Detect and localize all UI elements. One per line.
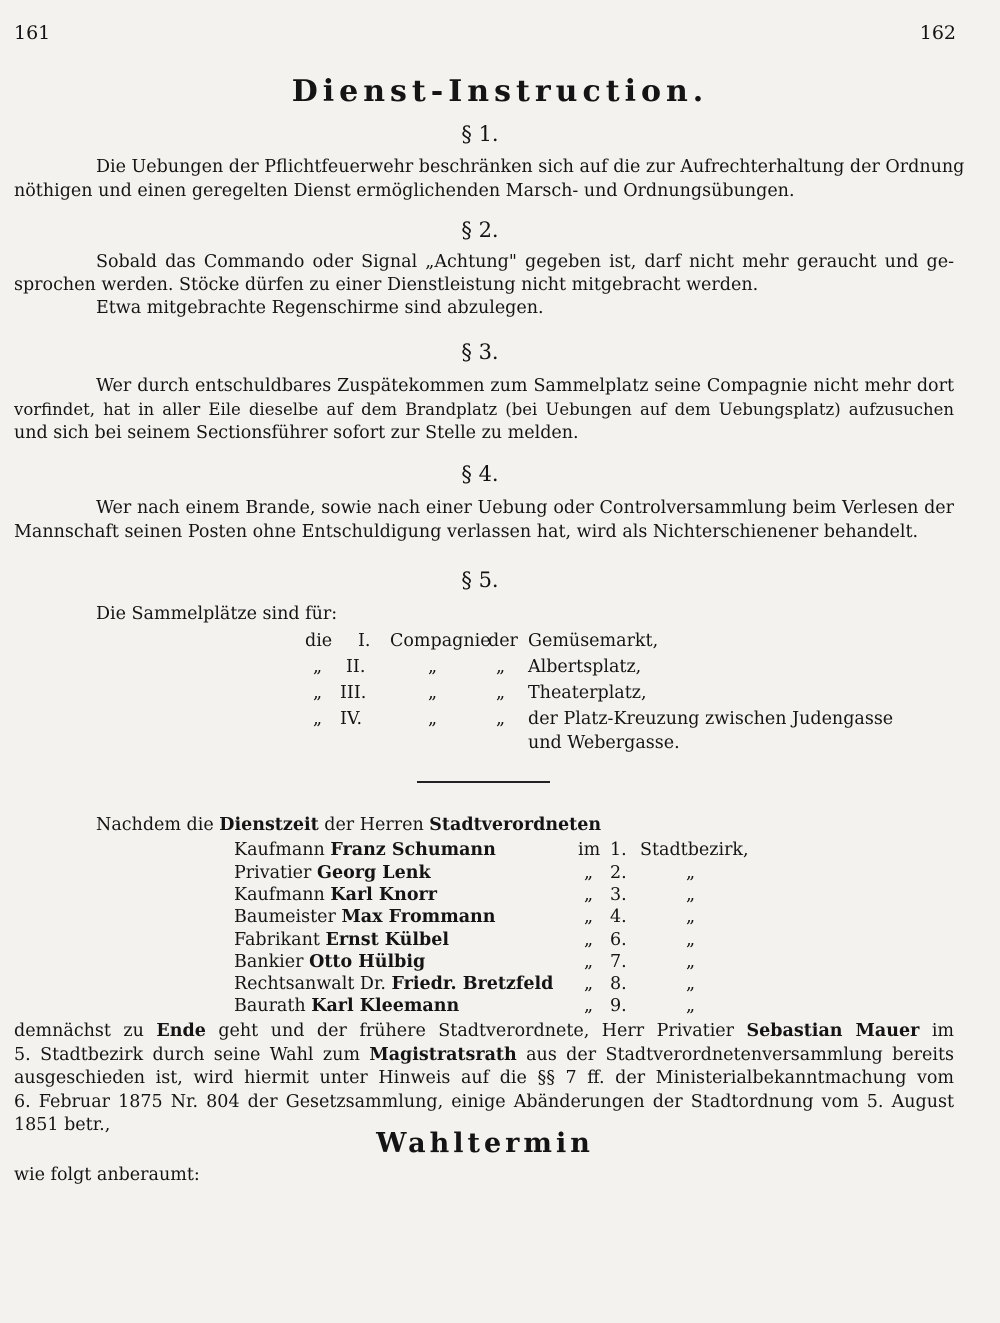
closing-line-3: ausgeschieden ist, wird hiermit unter Hinweis auf die §§ 7 ff. der Ministerialbekanntmachung vom xyxy=(14,1068,954,1088)
member-name: Georg Lenk xyxy=(317,863,431,883)
section-2-line-1: Sobald das Commando oder Signal „Achtung" gegeben ist, darf nicht mehr geraucht und ge- xyxy=(96,252,954,272)
member-district-number: 8. xyxy=(610,974,627,994)
member-district-prefix: „ xyxy=(584,952,594,972)
intro-line: Nachdem die Dienstzeit der Herren Stadtverordneten xyxy=(96,815,602,835)
section-3-line-1: Wer durch entschuldbares Zuspätekommen zum Sammelplatz seine Compagnie nicht mehr dort xyxy=(96,376,954,396)
member-district-suffix: „ xyxy=(686,885,696,905)
member-district-suffix: Stadtbezirk, xyxy=(640,840,749,860)
assembly-continuation: und Webergasse. xyxy=(528,733,680,753)
member-title: Rechtsanwalt Dr. xyxy=(234,974,386,994)
member-name: Karl Knorr xyxy=(330,885,437,905)
closing-line-5: 1851 betr., xyxy=(14,1115,111,1135)
wahltermin-heading: Wahltermin xyxy=(376,1128,594,1159)
member-district-prefix: „ xyxy=(584,885,594,905)
member-district-prefix: „ xyxy=(584,974,594,994)
member-district-prefix: „ xyxy=(584,930,594,950)
member-district-number: 4. xyxy=(610,907,627,927)
section-5-heading: § 5. xyxy=(461,568,499,592)
member-title-name xyxy=(234,840,496,860)
member-name: Ernst Külbel xyxy=(325,930,450,950)
member-district-suffix: „ xyxy=(686,952,696,972)
member-title-name xyxy=(234,974,553,994)
member-title: Privatier xyxy=(234,863,312,883)
section-1-line-2: nöthigen und einen geregelten Dienst ermöglichenden Marsch- und Ordnungsübungen. xyxy=(14,181,795,201)
member-district-number: 1. xyxy=(610,840,627,860)
section-3-line-3: und sich bei seinem Sectionsführer sofort zur Stelle zu melden. xyxy=(14,423,579,443)
document-page: 161 162 Dienst-Instruction. § 1. Die Uebungen der Pflichtfeuerwehr beschränken sich auf die zur Aufrechterhaltung der Ordnung nöthigen und einen geregelten Dienst ermöglichenden Marsch- und Ordnungsübungen. § 2. Sobald das Commando oder Signal „Achtung" gegeben ist, darf nicht mehr geraucht und ge- sprochen werden. Stöcke dürfen zu einer Dienstleistung nicht mitgebracht werden. Etwa mitgebrachte Regenschirme sind abzulegen. § 3. Wer durch entschuldbares Zuspätekommen zum Sammelplatz seine Compagnie nicht mehr dort vorfindet, hat in aller Eile dieselbe auf dem Brandplatz (bei Uebungen auf dem Uebungsplatz) aufzusuchen und sich bei seinem Sectionsführer sofort zur Stelle zu melden. § 4. Wer nach einem Brande, sowie nach einer Uebung oder Controlversammlung beim Verlesen der Mannschaft seinen Posten ohne Entschuldigung verlassen hat, wird als Nichterschienener behandelt. § 5. Die Sammelplätze sind für: die I. Compagnie der Gemüsemarkt, „ II. „ „ Albertsplatz, „ III. „ „ Theaterplatz, „ IV. „ „ der Platz-Kreuzung zwischen Judengasse und Webergasse. Nachdem die Dienstzeit der Herren Stadtverordneten Kaufmann Franz Schumann im 1. Stadtbezirk, Privatier Georg Lenk „ 2. „ Kaufmann Karl Knorr „ 3. „ Baumeister Max Frommann „ 4. „ Fabrikant Ernst Külbel „ 6. „ Bankier Otto Hülbig „ 7. „ Rechtsanwalt Dr. Friedr. Bretzfeld „ 8. „ Baurath Karl Kleemann „ 9. „ demnächst zu Ende geht und der frühere Stadtverordnete, Herr Privatier Sebastian Mauer im 5. Stadtbezirk durch seine Wahl zum Magistratsrath aus der Stadtverordnetenversammlung bereits ausgeschieden ist, wird hiermit unter Hinweis auf die §§ 7 ff. der Ministerialbekanntmachung vom 6. Februar 1875 Nr. 804 der Gesetzsammlung, einige Abänderungen der Stadtordnung vom 5. August 1851 betr., Wahltermin wie folgt anberaumt: xyxy=(0,0,1000,1323)
member-district-number: 3. xyxy=(610,885,627,905)
section-1-heading: § 1. xyxy=(461,122,499,146)
member-district-number: 9. xyxy=(610,996,627,1016)
member-district-suffix: „ xyxy=(686,930,696,950)
member-title-name xyxy=(234,930,449,950)
section-divider xyxy=(417,781,550,783)
member-district-suffix: „ xyxy=(686,907,696,927)
page-number-right: 162 xyxy=(919,22,956,44)
section-4-heading: § 4. xyxy=(461,462,499,486)
member-district-prefix: im xyxy=(578,840,601,860)
member-name: Otto Hülbig xyxy=(309,952,426,972)
member-district-number: 7. xyxy=(610,952,627,972)
member-name: Karl Kleemann xyxy=(311,996,460,1016)
section-4-line-1: Wer nach einem Brande, sowie nach einer Uebung oder Controlversammlung beim Verlesen der xyxy=(96,498,954,518)
closing-line-2: 5. Stadtbezirk durch seine Wahl zum Magistratsrath aus der Stadtverordnetenversammlung bereits xyxy=(14,1045,954,1065)
member-title-name xyxy=(234,863,431,883)
member-district-prefix: „ xyxy=(584,996,594,1016)
document-title: Dienst-Instruction. xyxy=(291,74,709,109)
section-3-line-2: vorfindet, hat in aller Eile dieselbe auf dem Brandplatz (bei Uebungen auf dem Uebungsplatz) aufzusuchen xyxy=(14,400,954,419)
member-title: Baurath xyxy=(234,996,306,1016)
section-4-line-2: Mannschaft seinen Posten ohne Entschuldigung verlassen hat, wird als Nichterschienener behandelt. xyxy=(14,522,919,542)
section-3-heading: § 3. xyxy=(461,340,499,364)
member-name: Franz Schumann xyxy=(330,840,496,860)
section-5-line-1: Die Sammelplätze sind für: xyxy=(96,604,338,624)
closing-line-4: 6. Februar 1875 Nr. 804 der Gesetzsammlung, einige Abänderungen der Stadtordnung vom 5. August xyxy=(14,1092,954,1112)
page-number-left: 161 xyxy=(14,22,51,44)
member-title-name xyxy=(234,907,496,927)
section-2-line-3: Etwa mitgebrachte Regenschirme sind abzulegen. xyxy=(96,298,544,318)
member-district-suffix: „ xyxy=(686,996,696,1016)
section-1-line-1: Die Uebungen der Pflichtfeuerwehr beschränken sich auf die zur Aufrechterhaltung der Ordnung xyxy=(96,157,965,177)
member-title: Baumeister xyxy=(234,907,336,927)
member-district-suffix: „ xyxy=(686,974,696,994)
member-title-name xyxy=(234,996,459,1016)
member-district-number: 6. xyxy=(610,930,627,950)
member-district-prefix: „ xyxy=(584,907,594,927)
member-title-name xyxy=(234,952,425,972)
section-2-heading: § 2. xyxy=(461,218,499,242)
section-2-line-2: sprochen werden. Stöcke dürfen zu einer Dienstleistung nicht mitgebracht werden. xyxy=(14,275,759,295)
member-district-prefix: „ xyxy=(584,863,594,883)
member-title: Kaufmann xyxy=(234,840,325,860)
member-title: Fabrikant xyxy=(234,930,320,950)
member-title: Kaufmann xyxy=(234,885,325,905)
member-name: Friedr. Bretzfeld xyxy=(391,974,554,994)
member-name: Max Frommann xyxy=(341,907,496,927)
member-district-suffix: „ xyxy=(686,863,696,883)
final-line: wie folgt anberaumt: xyxy=(14,1165,200,1185)
member-district-number: 2. xyxy=(610,863,627,883)
member-title-name xyxy=(234,885,437,905)
closing-line-1: demnächst zu Ende geht und der frühere Stadtverordnete, Herr Privatier Sebastian Mauer im xyxy=(14,1021,955,1041)
member-title: Bankier xyxy=(234,952,304,972)
